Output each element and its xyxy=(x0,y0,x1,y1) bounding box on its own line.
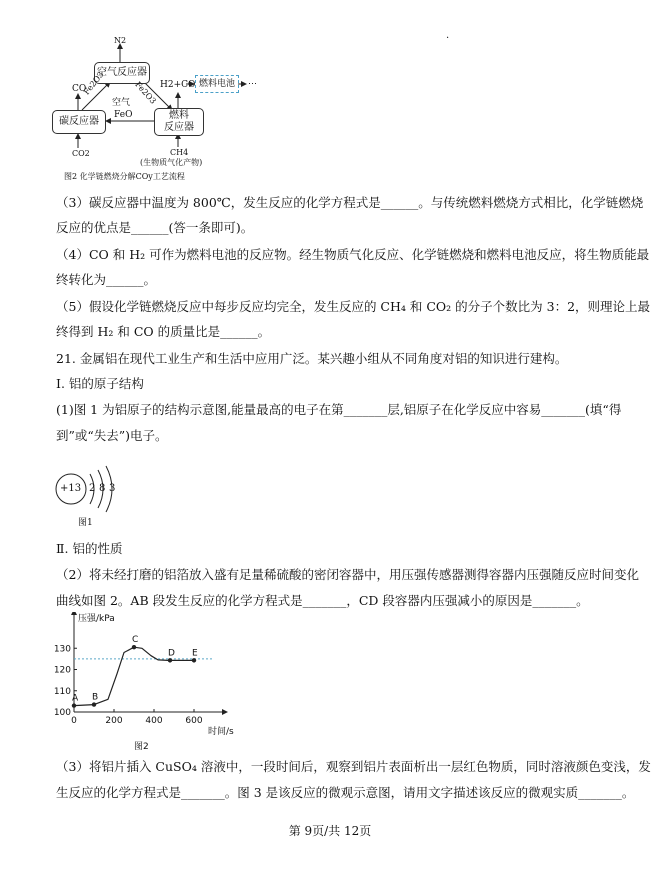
point-label-d: D xyxy=(168,648,175,659)
atom-shell1: 2 xyxy=(89,483,96,494)
sub3-line1: （3）将铝片插入 CuSO₄ 溶液中，一段时间后，观察到铝片表面析出一层红色物质，同时溶液颜色变浅，发 xyxy=(56,759,651,774)
y-axis-label: 压强/kPa xyxy=(78,614,115,624)
point-label-e: E xyxy=(192,648,198,659)
x-tick-label: 600 xyxy=(185,716,203,726)
h2-co-label: H2+CO xyxy=(160,80,196,90)
process-flow-diagram xyxy=(0,0,660,190)
point-c xyxy=(132,645,136,649)
y-tick-label: 120 xyxy=(54,665,71,676)
section2-title: Ⅱ. 铝的性质 xyxy=(56,541,123,556)
q4-line2: 终转化为______。 xyxy=(56,272,157,287)
chart-caption: 图2 xyxy=(134,742,149,752)
q5-line2: 终得到 H₂ 和 CO 的质量比是______。 xyxy=(56,324,271,339)
y-tick-label: 130 xyxy=(54,644,71,655)
point-d xyxy=(168,658,172,662)
y-tick-label: 100 xyxy=(54,708,71,718)
sub1-line1: (1)图 1 为铝原子的结构示意图,能量最高的电子在第_______层,铝原子在化学反应中容易_______(填“得 xyxy=(56,402,622,417)
fuel-reactor-box xyxy=(154,108,204,136)
header-dot: . xyxy=(446,30,450,41)
fuel-cell-box: 燃料电池 xyxy=(195,75,239,93)
q4-line1: （4）CO 和 H₂ 可作为燃料电池的反应物。经生物质气化反应、化学链燃烧和燃料电池反应，将生物质能最 xyxy=(56,247,650,262)
atom-shell2: 8 xyxy=(99,483,106,494)
point-b xyxy=(92,702,96,706)
figure2-caption: 图2 化学链燃烧分解COy工艺流程 xyxy=(64,172,185,181)
point-label-a: A xyxy=(72,693,79,704)
air-reactor-box: 空气反应器 xyxy=(94,62,150,84)
q21-intro: 21. 金属铝在现代工业生产和生活中应用广泛。某兴趣小组从不同角度对铝的知识进行建构。 xyxy=(56,351,568,366)
air-label: 空气 xyxy=(112,98,131,108)
atom-shells xyxy=(54,460,144,530)
pressure-chart-svg xyxy=(54,612,234,752)
n2-label: N2 xyxy=(114,36,127,45)
x-axis-arrow xyxy=(222,709,228,715)
co2-label: CO2 xyxy=(72,149,90,158)
y-tick-label: 110 xyxy=(54,686,71,697)
x-axis-label: 时间/s xyxy=(208,727,234,737)
point-a xyxy=(72,703,76,707)
q3-line2: 反应的优点是______(答一条即可)。 xyxy=(56,220,254,235)
q5-line1: （5）假设化学链燃烧反应中每步反应均完全，发生反应的 CH₄ 和 CO₂ 的分子个数比为 3：2，则理论上最 xyxy=(56,299,651,314)
y-axis-arrow xyxy=(71,612,77,615)
point-label-c: C xyxy=(132,635,139,646)
ellipsis-label: ⋯ xyxy=(248,79,257,89)
carbon-reactor-box: 碳反应器 xyxy=(52,110,106,134)
point-e xyxy=(192,658,196,662)
aluminum-atom-diagram xyxy=(54,460,144,530)
x-tick-label: 200 xyxy=(105,716,123,726)
point-label-b: B xyxy=(92,692,99,703)
x-tick-label: 400 xyxy=(145,716,163,726)
atom-nucleus: +13 xyxy=(60,483,82,494)
fe2o3-right-label: Fe2O3 xyxy=(133,80,158,106)
biomass-label: (生物质气化产物) xyxy=(140,158,203,167)
pressure-chart xyxy=(54,612,234,752)
x-tick-label: 0 xyxy=(71,716,77,726)
ch4-label: CH4 xyxy=(170,148,189,157)
sub1-line2: 到”或“失去”)电子。 xyxy=(56,428,168,443)
sub3-line2: 生反应的化学方程式是_______。图 3 是该反应的微观示意图，请用文字描述该反应的微观实质_______。 xyxy=(56,785,635,800)
process-flow-arrows xyxy=(0,0,660,190)
sub2-line1: （2）将未经打磨的铝箔放入盛有足量稀硫酸的密闭容器中，用压强传感器测得容器内压强随反应时间变化 xyxy=(56,567,639,582)
sub2-line2: 曲线如图 2。AB 段发生反应的化学方程式是_______，CD 段容器内压强减小的原因是_______。 xyxy=(56,593,589,608)
atom-shell3: 3 xyxy=(109,483,116,494)
feo-label: FeO xyxy=(114,110,133,120)
co-label: CO xyxy=(72,84,87,94)
fuel-reactor-line2: 反应器 xyxy=(164,122,194,133)
section1-title: Ⅰ. 铝的原子结构 xyxy=(56,376,144,391)
page-footer: 第 9页/共 12页 xyxy=(288,824,372,838)
atom-caption: 图1 xyxy=(78,518,93,528)
fuel-reactor-line1: 燃料 xyxy=(169,110,189,121)
q3-line1: （3）碳反应器中温度为 800℃，发生反应的化学方程式是______。与传统燃料燃烧方式相比，化学链燃烧 xyxy=(56,195,644,210)
fe2o3-left-label: Fe2O3 xyxy=(82,70,106,97)
